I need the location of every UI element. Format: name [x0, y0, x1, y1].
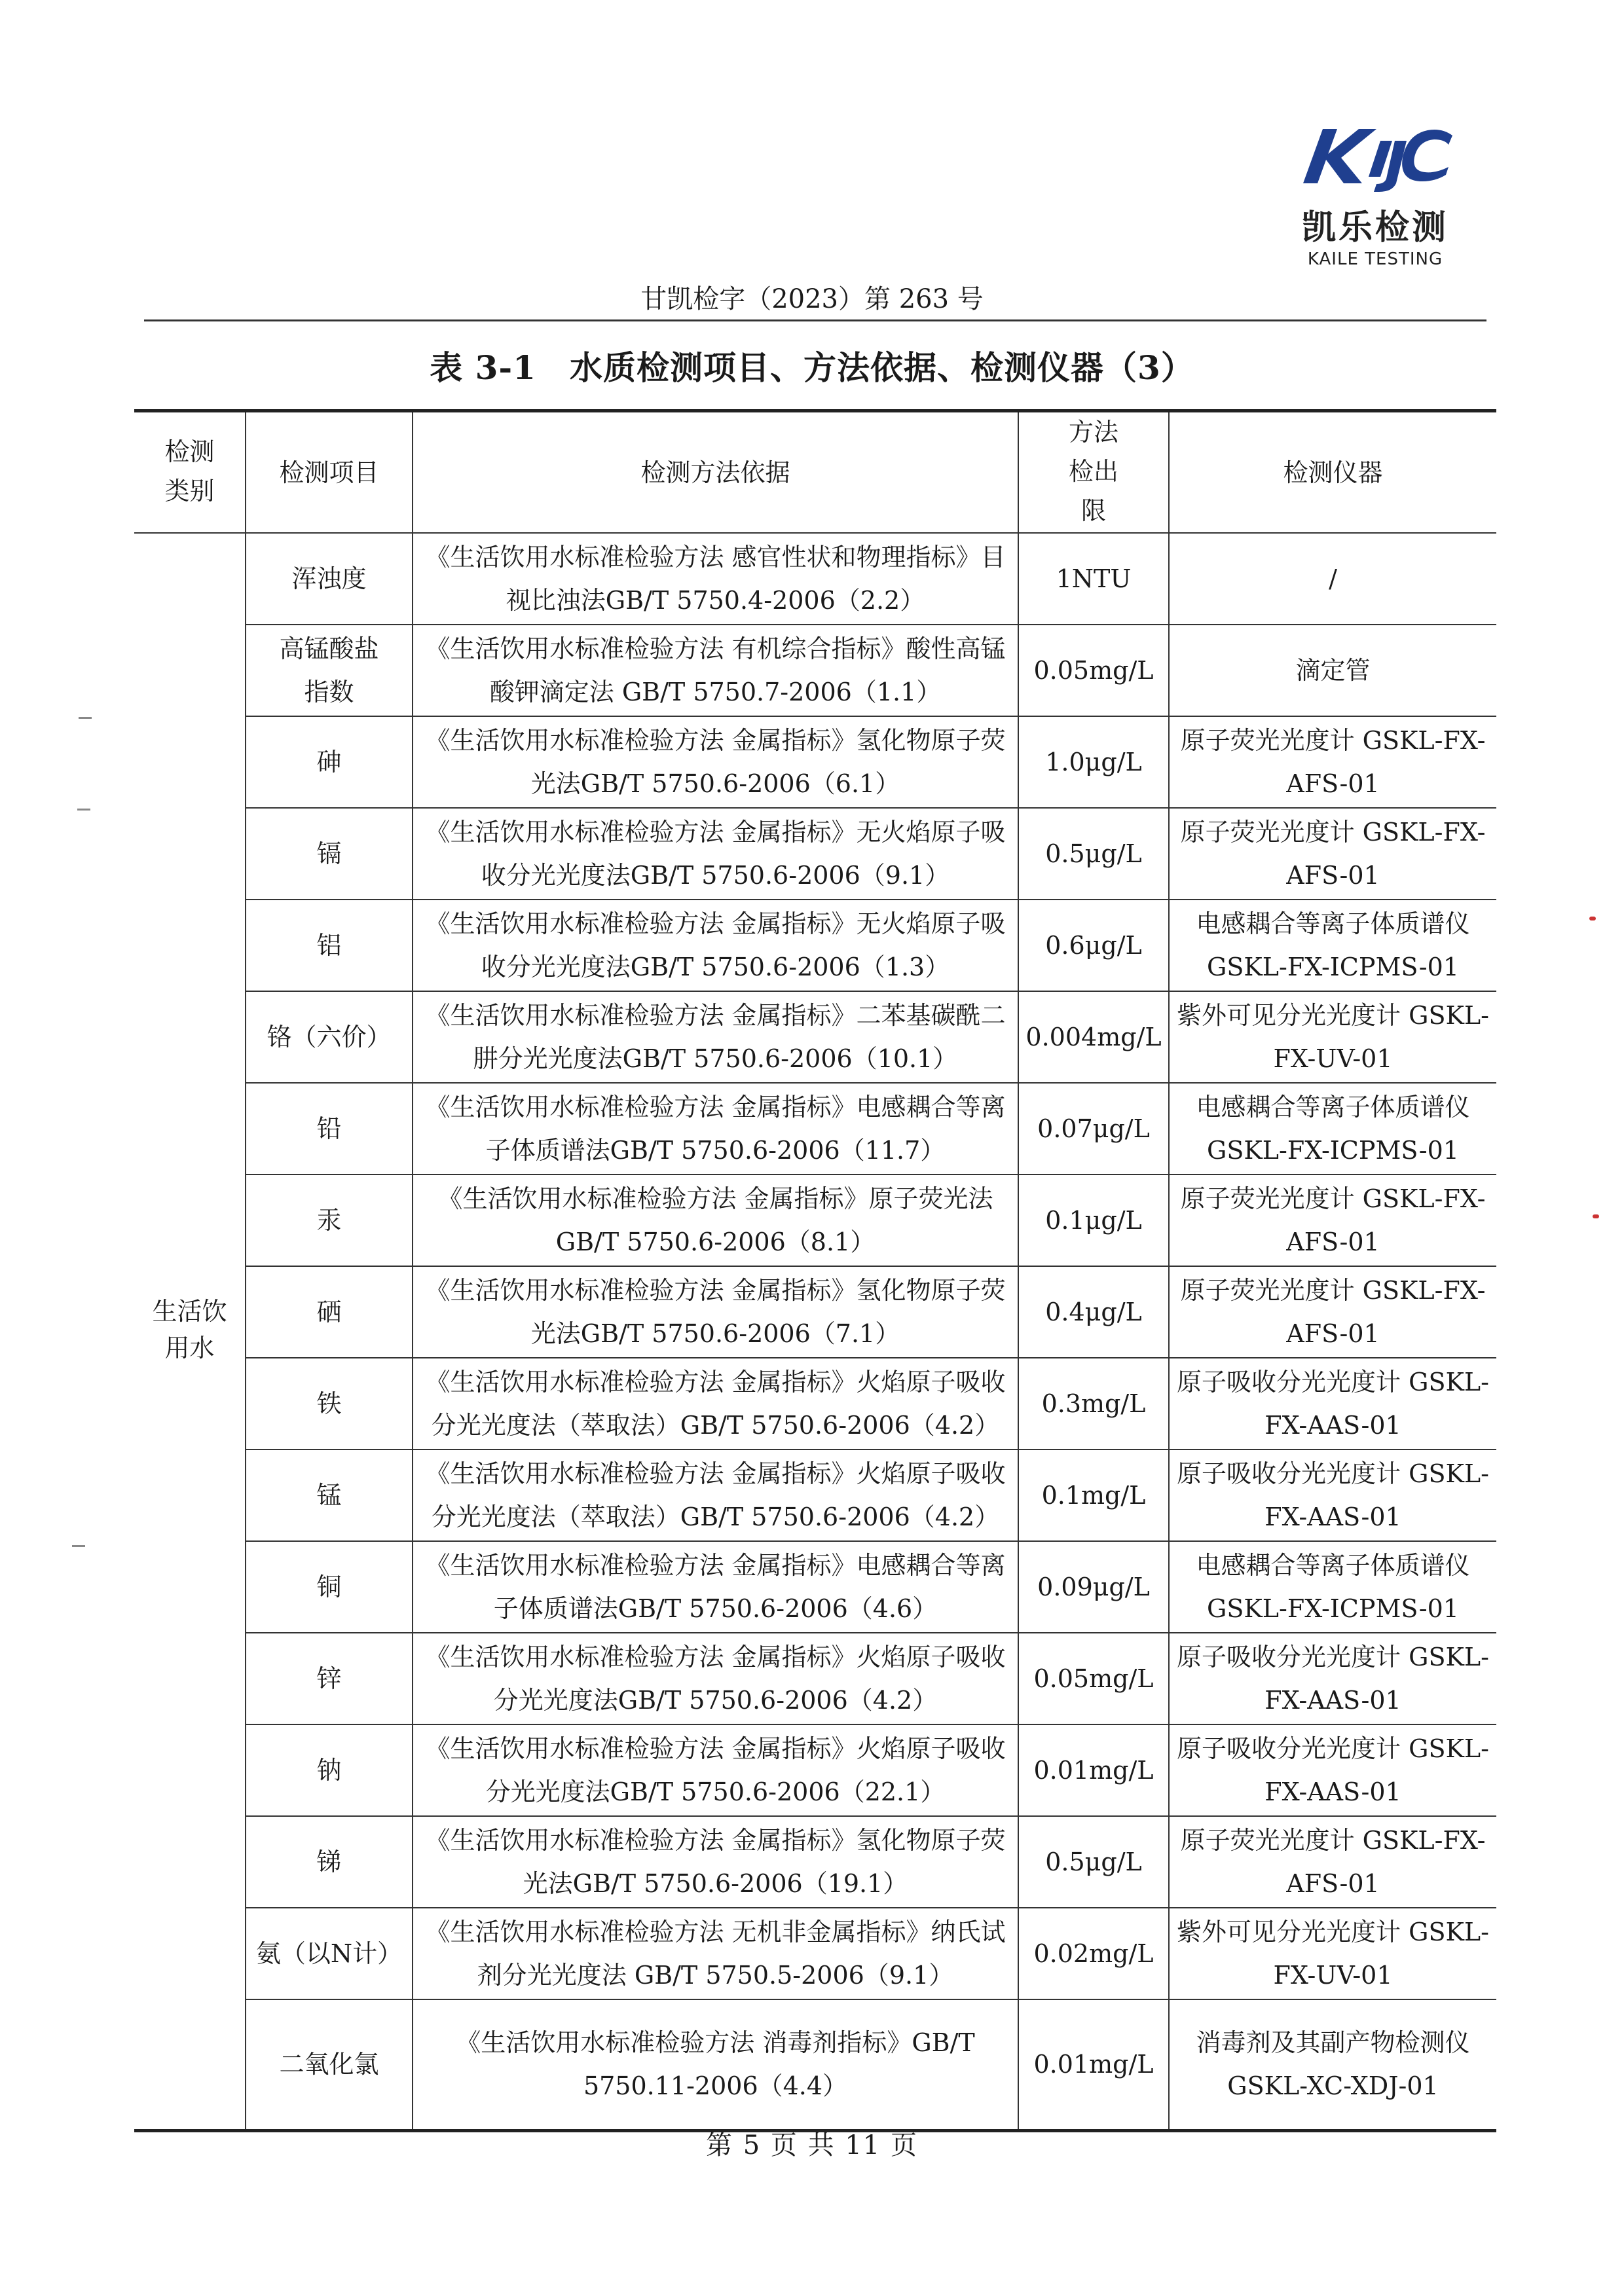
table-row: [134, 1358, 1496, 1449]
limit-cell: 0.3mg/L: [1018, 1358, 1169, 1449]
header-category: 检测类别: [134, 411, 246, 534]
header-item: 检测项目: [246, 411, 413, 534]
item-cell: 铅: [246, 1083, 413, 1175]
item-cell: 二氧化氯: [246, 1999, 413, 2130]
limit-cell: 0.07μg/L: [1018, 1083, 1169, 1175]
method-cell: 《生活饮用水标准检验方法 消毒剂指标》GB/T 5750.11-2006（4.4）: [413, 1999, 1018, 2130]
method-cell: 《生活饮用水标准检验方法 无机非金属指标》纳氏试剂分光光度法 GB/T 5750.5-2006（9.1）: [413, 1908, 1018, 1999]
instrument-cell: 原子吸收分光光度计 GSKL-FX-AAS-01: [1169, 1633, 1496, 1724]
instrument-cell: 原子吸收分光光度计 GSKL-FX-AAS-01: [1169, 1724, 1496, 1816]
item-cell: 铝: [246, 900, 413, 991]
limit-cell: 0.1mg/L: [1018, 1449, 1169, 1541]
limit-cell: 0.01mg/L: [1018, 1724, 1169, 1816]
instrument-cell: 紫外可见分光光度计 GSKL-FX-UV-01: [1169, 991, 1496, 1083]
item-cell: 砷: [246, 716, 413, 808]
instrument-cell: 原子荧光光度计 GSKL-FX-AFS-01: [1169, 1816, 1496, 1908]
item-cell: 镉: [246, 808, 413, 900]
method-cell: 《生活饮用水标准检验方法 金属指标》二苯基碳酰二肼分光光度法GB/T 5750.6-2006（10.1）: [413, 991, 1018, 1083]
header-rule: [144, 319, 1486, 321]
table-row: [134, 1449, 1496, 1541]
method-cell: 《生活饮用水标准检验方法 感官性状和物理指标》目视比浊法GB/T 5750.4-2006（2.2）: [413, 533, 1018, 625]
item-cell: 浑浊度: [246, 533, 413, 625]
page-footer: 第 5 页 共 11 页: [706, 2130, 918, 2160]
table-row: [134, 1724, 1496, 1816]
item-cell: 锰: [246, 1449, 413, 1541]
limit-cell: 0.4μg/L: [1018, 1266, 1169, 1358]
instrument-cell: 原子吸收分光光度计 GSKL-FX-AAS-01: [1169, 1358, 1496, 1449]
instrument-cell: 消毒剂及其副产物检测仪 GSKL-XC-XDJ-01: [1169, 1999, 1496, 2130]
table-row: [134, 900, 1496, 991]
inspection-table: [134, 409, 1496, 2132]
instrument-cell: 原子荧光光度计 GSKL-FX-AFS-01: [1169, 1175, 1496, 1266]
table-row: [134, 1633, 1496, 1724]
limit-cell: 0.6μg/L: [1018, 900, 1169, 991]
table-title: 表 3-1 水质检测项目、方法依据、检测仪器（3）: [430, 348, 1194, 387]
limit-cell: 0.1μg/L: [1018, 1175, 1169, 1266]
method-cell: 《生活饮用水标准检验方法 金属指标》火焰原子吸收分光光度法GB/T 5750.6-2006（22.1）: [413, 1724, 1018, 1816]
limit-cell: 0.05mg/L: [1018, 1633, 1169, 1724]
table-row: [134, 808, 1496, 900]
table-row: [134, 716, 1496, 808]
instrument-cell: 电感耦合等离子体质谱仪GSKL-FX-ICPMS-01: [1169, 900, 1496, 991]
table-row: [134, 533, 1496, 625]
klcj-logo-mark: [1297, 121, 1460, 193]
header-method: 检测方法依据: [413, 411, 1018, 534]
limit-cell: 1NTU: [1018, 533, 1169, 625]
method-cell: 《生活饮用水标准检验方法 金属指标》火焰原子吸收分光光度法（萃取法）GB/T 5750.6-2006（4.2）: [413, 1358, 1018, 1449]
method-cell: 《生活饮用水标准检验方法 金属指标》火焰原子吸收分光光度法GB/T 5750.6-2006（4.2）: [413, 1633, 1018, 1724]
table-row: [134, 1266, 1496, 1358]
limit-cell: 0.09μg/L: [1018, 1541, 1169, 1633]
table-header-row: [134, 411, 1496, 534]
item-cell: 锑: [246, 1816, 413, 1908]
item-cell: 铜: [246, 1541, 413, 1633]
scan-speck: [1589, 917, 1596, 920]
instrument-cell: 电感耦合等离子体质谱仪GSKL-FX-ICPMS-01: [1169, 1083, 1496, 1175]
scan-speck: [1593, 1214, 1599, 1218]
method-cell: 《生活饮用水标准检验方法 金属指标》氢化物原子荧光法GB/T 5750.6-2006（7.1）: [413, 1266, 1018, 1358]
table-row: [134, 1541, 1496, 1633]
instrument-cell: 原子荧光光度计 GSKL-FX-AFS-01: [1169, 808, 1496, 900]
table-row: [134, 1175, 1496, 1266]
limit-cell: 0.01mg/L: [1018, 1999, 1169, 2130]
limit-cell: 0.5μg/L: [1018, 808, 1169, 900]
limit-cell: 0.004mg/L: [1018, 991, 1169, 1083]
scan-mark: [72, 1545, 85, 1547]
category-cell: 生活饮用水: [134, 533, 246, 2130]
instrument-cell: 紫外可见分光光度计 GSKL-FX-UV-01: [1169, 1908, 1496, 1999]
method-cell: 《生活饮用水标准检验方法 金属指标》原子荧光法GB/T 5750.6-2006（8.1）: [413, 1175, 1018, 1266]
item-cell: 铁: [246, 1358, 413, 1449]
table-row: [134, 1999, 1496, 2130]
method-cell: 《生活饮用水标准检验方法 金属指标》无火焰原子吸收分光光度法GB/T 5750.6-2006（1.3）: [413, 900, 1018, 991]
method-cell: 《生活饮用水标准检验方法 金属指标》电感耦合等离子体质谱法GB/T 5750.6-2006（4.6）: [413, 1541, 1018, 1633]
item-cell: 硒: [246, 1266, 413, 1358]
table-row: [134, 1816, 1496, 1908]
instrument-cell: 滴定管: [1169, 625, 1496, 716]
method-cell: 《生活饮用水标准检验方法 金属指标》火焰原子吸收分光光度法（萃取法）GB/T 5750.6-2006（4.2）: [413, 1449, 1018, 1541]
instrument-cell: /: [1169, 533, 1496, 625]
instrument-cell: 原子吸收分光光度计 GSKL-FX-AAS-01: [1169, 1449, 1496, 1541]
method-cell: 《生活饮用水标准检验方法 金属指标》氢化物原子荧光法GB/T 5750.6-2006（6.1）: [413, 716, 1018, 808]
instrument-cell: 原子荧光光度计 GSKL-FX-AFS-01: [1169, 1266, 1496, 1358]
method-cell: 《生活饮用水标准检验方法 金属指标》无火焰原子吸收分光光度法GB/T 5750.6-2006（9.1）: [413, 808, 1018, 900]
header-limit: 方法检出限: [1018, 411, 1169, 534]
item-cell: 钠: [246, 1724, 413, 1816]
table-row: [134, 991, 1496, 1083]
instrument-cell: 电感耦合等离子体质谱仪GSKL-FX-ICPMS-01: [1169, 1541, 1496, 1633]
instrument-cell: 原子荧光光度计 GSKL-FX-AFS-01: [1169, 716, 1496, 808]
limit-cell: 1.0μg/L: [1018, 716, 1169, 808]
header-instrument: 检测仪器: [1169, 411, 1496, 534]
method-cell: 《生活饮用水标准检验方法 金属指标》电感耦合等离子体质谱法GB/T 5750.6-2006（11.7）: [413, 1083, 1018, 1175]
scan-mark: [77, 809, 90, 811]
limit-cell: 0.02mg/L: [1018, 1908, 1169, 1999]
item-cell: 锌: [246, 1633, 413, 1724]
item-cell: 汞: [246, 1175, 413, 1266]
table-row: [134, 1083, 1496, 1175]
logo-chinese-name: 凯乐检测: [1301, 208, 1449, 247]
item-cell: 氨（以N计）: [246, 1908, 413, 1999]
logo-english-name: KAILE TESTING: [1307, 249, 1443, 269]
table-row: [134, 1908, 1496, 1999]
company-logo: [1277, 121, 1486, 278]
table-row: [134, 625, 1496, 716]
method-cell: 《生活饮用水标准检验方法 金属指标》氢化物原子荧光法GB/T 5750.6-2006（19.1）: [413, 1816, 1018, 1908]
item-cell: 高锰酸盐指数: [246, 625, 413, 716]
limit-cell: 0.05mg/L: [1018, 625, 1169, 716]
scan-mark: [79, 717, 92, 719]
item-cell: 铬（六价）: [246, 991, 413, 1083]
limit-cell: 0.5μg/L: [1018, 1816, 1169, 1908]
method-cell: 《生活饮用水标准检验方法 有机综合指标》酸性高锰酸钾滴定法 GB/T 5750.7-2006（1.1）: [413, 625, 1018, 716]
document-number: 甘凯检字（2023）第 263 号: [640, 284, 984, 314]
